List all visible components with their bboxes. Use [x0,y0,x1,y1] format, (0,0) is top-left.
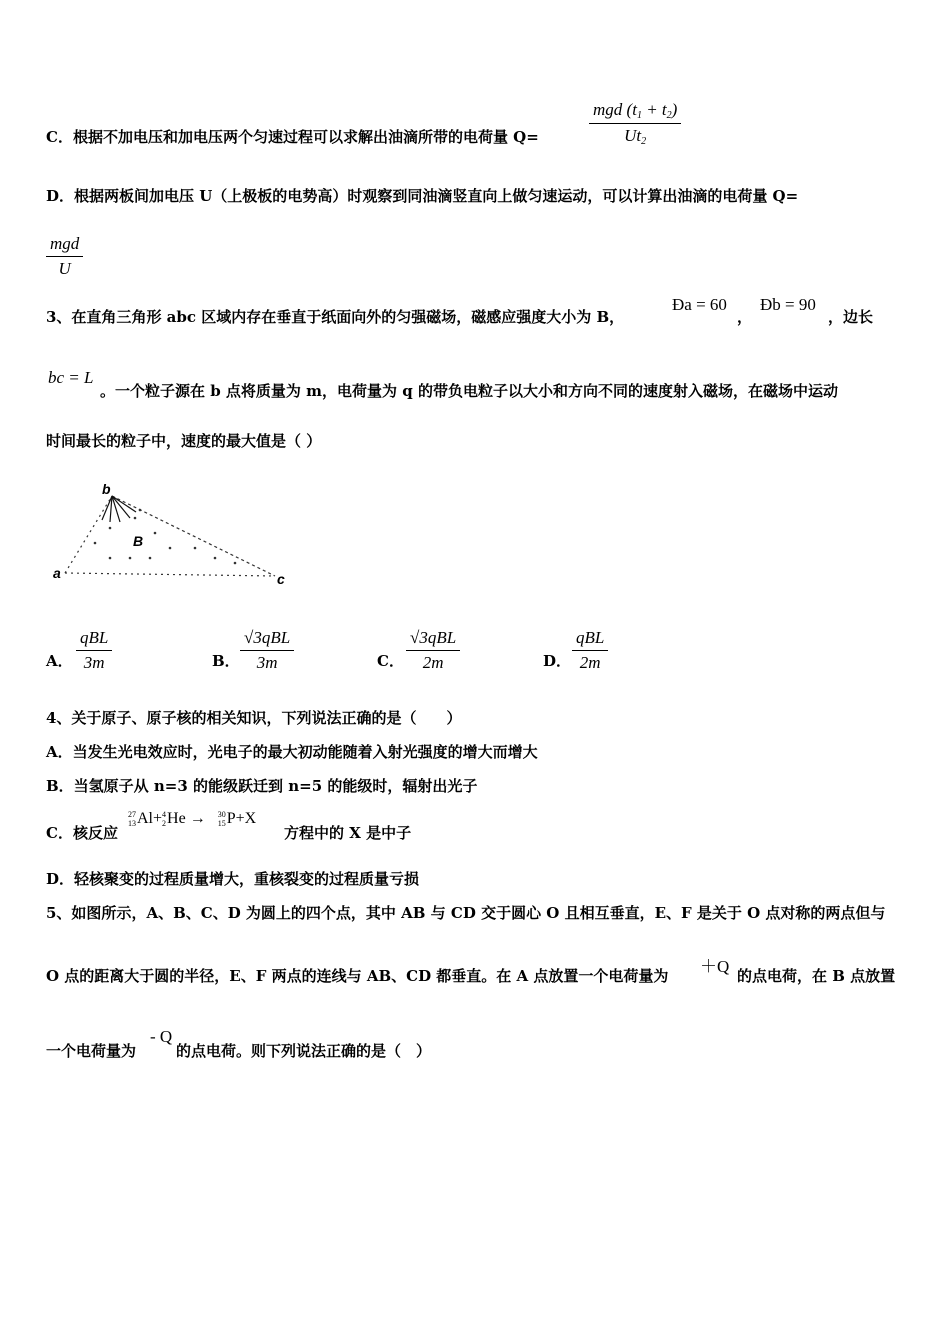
frac-num: qBL [572,628,608,651]
he-symbol: He → [167,810,210,827]
frac-den: 3m [83,653,105,672]
angle-a: Ða = 60 [672,295,727,314]
q3-stem-line2: 。一个粒子源在 b 点将质量为 m，电荷量为 q 的带负电粒子以大小和方向不同的速度射入磁场，在磁场中运动 [100,382,838,400]
q5-stem-line1: 5、如图所示，A、B、C、D 为圆上的四个点，其中 AB 与 CD 交于圆心 O 且相互垂直，E、F 是关于 O 点对称的两点但与 [46,904,886,922]
frac-num: qBL [76,628,112,651]
q3-option-d-label: D． [543,652,572,670]
frac-num-t2: t [661,100,667,119]
minus-q: - Q [150,1027,173,1046]
frac-den: 3m [256,653,278,672]
q3-option-b-fraction [240,628,294,673]
frac-den: 2m [579,653,601,672]
al-z: 13 [128,819,136,829]
frac-num: mgd [46,234,83,257]
angle-b: Ðb = 90 [760,295,816,314]
q3-option-a-label: A． [46,652,73,670]
q3-option-a-fraction [76,628,112,673]
vertex-b-label: b [102,481,111,497]
vertex-c-label: c [277,571,285,587]
q3-stem-line1-end: ，边长 [828,308,874,326]
frac-num-t1: t [632,100,637,119]
frac-den: U [58,259,71,278]
q5-stem-line3-end: 的点电荷。则下列说法正确的是（ ） [176,1042,432,1060]
q5-stem-line2: O 点的距离大于圆的半径，E、F 两点的连线与 AB、CD 都垂直。在 A 点放置一个电荷量为 [46,967,669,985]
p-z: 15 [217,819,226,829]
p-symbol: P+X [226,810,257,827]
q2-option-d-fraction [46,234,83,279]
he-mass: 4 [162,810,167,820]
frac-den: Ut [624,126,642,145]
frac-den-sub: 2 [641,136,647,147]
comma: ， [737,308,753,326]
q4-option-b: B．当氢原子从 n=3 的能级跃迁到 n=5 的能级时，辐射出光子 [46,777,478,795]
al-symbol: Al+ [137,810,163,827]
he-z: 2 [162,819,167,829]
plus-q: ＋Q [700,957,730,976]
field-dots [94,509,237,565]
q2-option-c-fraction: mgd $(t_1 + t_2)$ $Ut_2$ [589,100,681,147]
q2-option-d: D．根据两板间加电压 U（上极板的电势高）时观察到同油滴竖直向上做匀速运动，可以计算出油滴的电荷量 Q= [46,187,799,205]
q3-option-c-fraction [406,628,460,673]
frac-den: 2m [422,653,444,672]
q4-option-d: D．轻核聚变的过程质量增大，重核裂变的过程质量亏损 [46,870,420,888]
bc-equation: bc = L [48,368,94,387]
q3-stem-line1: 3、在直角三角形 abc 区域内存在垂直于纸面向外的匀强磁场，磁感应强度大小为 B， [46,308,625,326]
q4-stem: 4、关于原子、原子核的相关知识，下列说法正确的是（ ） [46,709,462,727]
triangle-figure [50,478,300,588]
side-ac [65,573,275,576]
al-mass: 27 [128,810,136,820]
q2-option-c: C．根据不加电压和加电压两个匀速过程可以求解出油滴所带的电荷量 Q= [46,128,539,146]
frac-num: mgd [593,100,623,119]
field-b-label: B [133,533,144,549]
q3-stem-line3: 时间最长的粒子中，速度的最大值是（ ） [46,432,322,450]
frac-num: √3qBL [406,628,460,651]
side-ab [65,496,112,573]
p-mass: 30 [217,810,226,820]
q3-option-d-fraction [572,628,608,673]
q4-option-c-prefix: C．核反应 [46,824,118,842]
q3-option-b-label: B． [212,652,240,670]
frac-num: √3qBL [240,628,294,651]
vertex-a-label: a [53,565,61,581]
q5-stem-line3: 一个电荷量为 [46,1042,137,1060]
q3-option-c-label: C． [377,652,404,670]
q5-stem-line2-end: 的点电荷，在 B 点放置 [737,967,896,985]
q4-option-a: A．当发生光电效应时，光电子的最大初动能随着入射光强度的增大而增大 [46,743,538,761]
q4-option-c-suffix: 方程中的 X 是中子 [284,824,412,842]
nuclear-equation [128,810,256,828]
